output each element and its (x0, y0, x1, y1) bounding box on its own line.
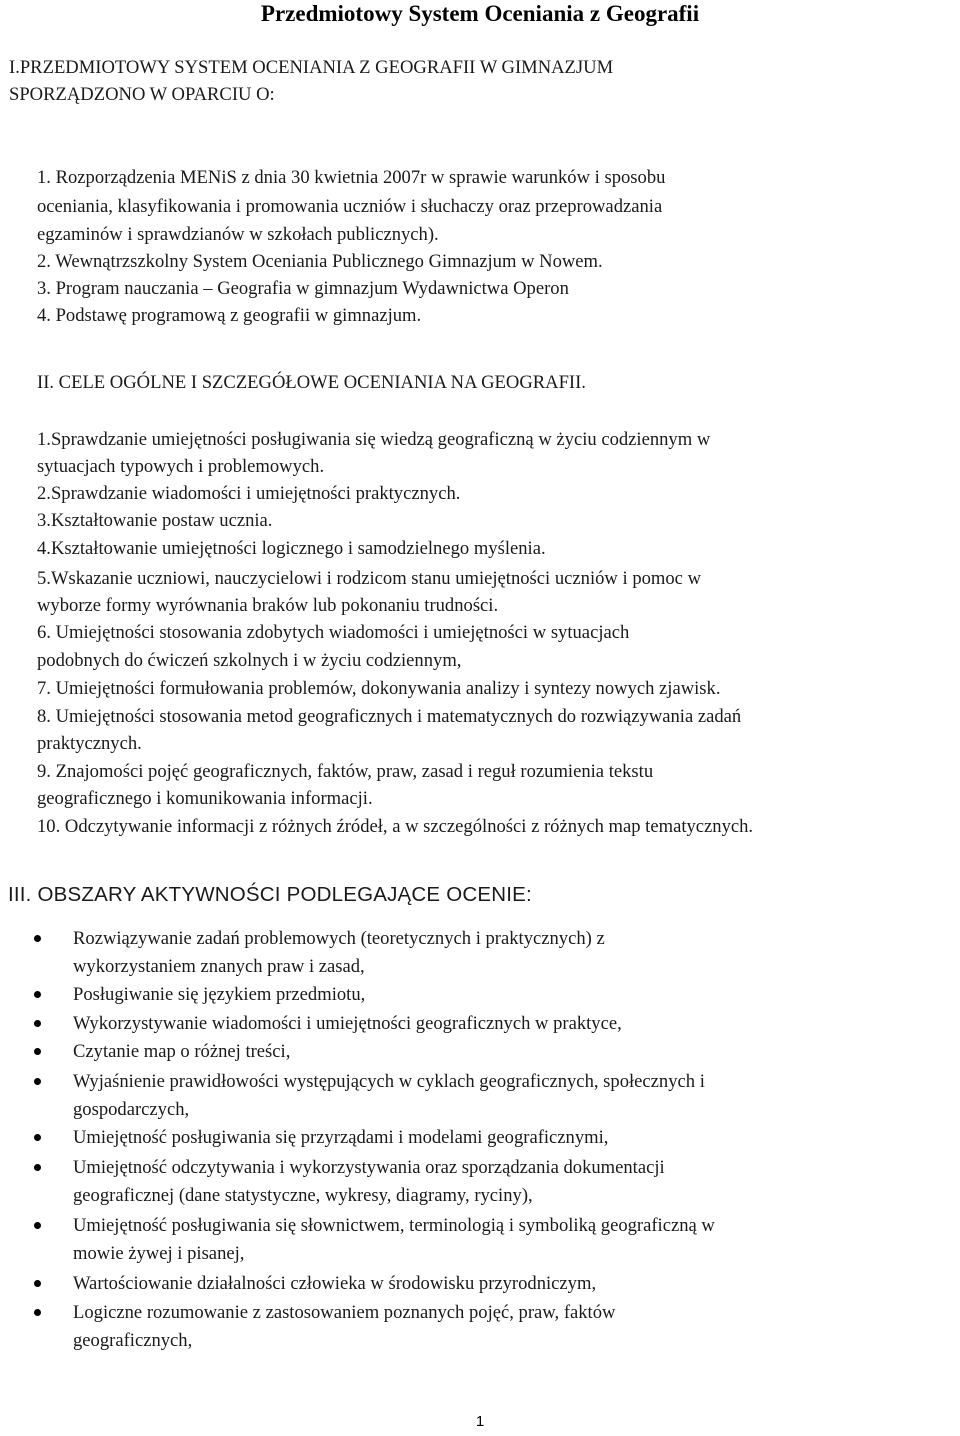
section-2-item-5-line-2: wyborze formy wyrównania braków lub pokonaniu trudności. (37, 595, 499, 616)
section-3-bullet-2: Posługiwanie się językiem przedmiotu, (73, 984, 366, 1005)
section-1-heading-line-1: I.PRZEDMIOTOWY SYSTEM OCENIANIA Z GEOGRAFII W GIMNAZJUM (9, 57, 614, 78)
section-3-bullet-7-line-1: Umiejętność odczytywania i wykorzystywania oraz sporządzania dokumentacji (73, 1157, 665, 1178)
bullet-icon (34, 1020, 41, 1027)
section-2-item-1-line-2: sytuacjach typowych i problemowych. (37, 456, 325, 477)
section-3-bullet-8-line-1: Umiejętność posługiwania się słownictwem, terminologią i symboliką geograficzną w (73, 1215, 715, 1236)
section-2-item-2: 2.Sprawdzanie wiadomości i umiejętności praktycznych. (37, 483, 461, 504)
section-1-heading-line-2: SPORZĄDZONO W OPARCIU O: (9, 84, 275, 105)
section-3-bullet-1-line-1: Rozwiązywanie zadań problemowych (teoretycznych i praktycznych) z (73, 928, 605, 949)
section-3-bullet-4: Czytanie map o różnej treści, (73, 1041, 291, 1062)
section-2-item-1-line-1: 1.Sprawdzanie umiejętności posługiwania się wiedzą geograficzną w życiu codziennym w (37, 429, 711, 450)
section-1-item-1-line-1: 1. Rozporządzenia MENiS z dnia 30 kwietnia 2007r w sprawie warunków i sposobu (37, 167, 666, 188)
section-3-bullet-10-line-2: geograficznych, (73, 1330, 193, 1351)
section-3-heading: III. OBSZARY AKTYWNOŚCI PODLEGAJĄCE OCENIE: (8, 883, 532, 906)
section-2-item-8-line-2: praktycznych. (37, 733, 142, 754)
section-1-item-3: 3. Program nauczania – Geografia w gimnazjum Wydawnictwa Operon (37, 278, 569, 299)
section-3-bullet-5-line-2: gospodarczych, (73, 1099, 190, 1120)
section-1-item-1-line-3: egzaminów i sprawdzianów w szkołach publicznych). (37, 224, 439, 245)
section-1-item-4: 4. Podstawę programową z geografii w gimnazjum. (37, 305, 422, 326)
bullet-icon (34, 991, 41, 998)
section-3-bullet-10-line-1: Logiczne rozumowanie z zastosowaniem poznanych pojęć, praw, faktów (73, 1302, 616, 1323)
section-2-item-5-line-1: 5.Wskazanie uczniowi, nauczycielowi i rodzicom stanu umiejętności uczniów i pomoc w (37, 568, 702, 589)
section-2-item-6-line-2: podobnych do ćwiczeń szkolnych i w życiu codziennym, (37, 650, 462, 671)
section-3-bullet-5-line-1: Wyjaśnienie prawidłowości występujących w cyklach geograficznych, społecznych i (73, 1071, 705, 1092)
section-2-item-9-line-1: 9. Znajomości pojęć geograficznych, faktów, praw, zasad i reguł rozumienia tekstu (37, 761, 654, 782)
section-1-item-1-line-2: oceniania, klasyfikowania i promowania uczniów i słuchaczy oraz przeprowadzania (37, 196, 663, 217)
section-2-item-9-line-2: geograficznego i komunikowania informacji. (37, 788, 373, 809)
section-3-bullet-3: Wykorzystywanie wiadomości i umiejętności geograficznych w praktyce, (73, 1013, 622, 1034)
section-3-bullet-6: Umiejętność posługiwania się przyrządami i modelami geograficznymi, (73, 1127, 609, 1148)
section-3-bullet-1-line-2: wykorzystaniem znanych praw i zasad, (73, 956, 365, 977)
document-title: Przedmiotowy System Oceniania z Geografii (260, 1, 700, 26)
section-2-item-6-line-1: 6. Umiejętności stosowania zdobytych wiadomości i umiejętności w sytuacjach (37, 622, 630, 643)
section-1-item-2: 2. Wewnątrzszkolny System Oceniania Publicznego Gimnazjum w Nowem. (37, 251, 603, 272)
section-3-bullet-9: Wartościowanie działalności człowieka w środowisku przyrodniczym, (73, 1273, 597, 1294)
section-3-bullet-7-line-2: geograficznej (dane statystyczne, wykresy, diagramy, ryciny), (73, 1185, 533, 1206)
bullet-icon (34, 1134, 41, 1141)
section-2-item-7: 7. Umiejętności formułowania problemów, dokonywania analizy i syntezy nowych zjawisk. (37, 678, 721, 699)
section-2-item-3: 3.Kształtowanie postaw ucznia. (37, 510, 273, 531)
bullet-icon (34, 1048, 41, 1055)
bullet-icon (34, 935, 41, 942)
section-2-item-8-line-1: 8. Umiejętności stosowania metod geograficznych i matematycznych do rozwiązywania zadań (37, 706, 742, 727)
bullet-icon (34, 1222, 41, 1229)
bullet-icon (34, 1164, 41, 1171)
page-number: 1 (475, 1413, 485, 1430)
bullet-icon (34, 1280, 41, 1287)
section-3-bullet-8-line-2: mowie żywej i pisanej, (73, 1243, 245, 1264)
bullet-icon (34, 1078, 41, 1085)
section-2-heading: II. CELE OGÓLNE I SZCZEGÓŁOWE OCENIANIA NA GEOGRAFII. (37, 372, 586, 393)
bullet-icon (34, 1309, 41, 1316)
section-2-item-4: 4.Kształtowanie umiejętności logicznego i samodzielnego myślenia. (37, 538, 546, 559)
section-2-item-10: 10. Odczytywanie informacji z różnych źródeł, a w szczególności z różnych map tematycznych. (37, 816, 754, 837)
